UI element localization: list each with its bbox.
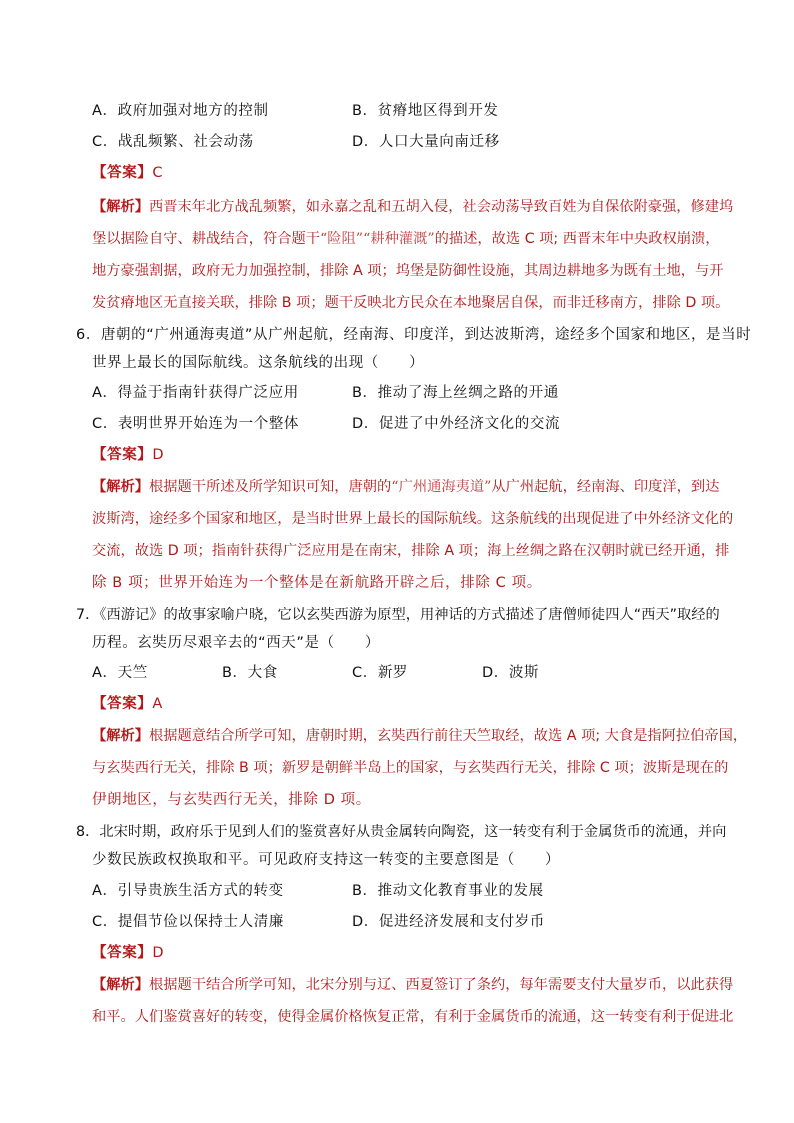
analysis-tag: 【解析】 (92, 728, 150, 744)
q7-option-c[interactable]: C．新罗 (352, 665, 409, 681)
q6-option-c[interactable]: C．表明世界开始连为一个整体 (92, 416, 300, 432)
analysis-text: 的描述，故选 C 项; 西晋末年中央政权崩溃， (434, 231, 720, 247)
q5-analysis-line-2 (92, 229, 720, 249)
q6-answer (92, 445, 164, 465)
analysis-tag: 【解析】 (92, 977, 150, 993)
answer-tag: 【答案】 (92, 447, 153, 463)
answer-value: D (152, 447, 165, 463)
q6-option-d[interactable]: D．促进了中外经济文化的交流 (352, 416, 561, 432)
q8-option-a[interactable]: A．引导贵族生活方式的转变 (92, 883, 284, 899)
q8-analysis-line-2: 和平。人们鉴赏喜好的转变，使得金属价格恢复正常，有利于金属货币的流通，这一转变有利于促进北 (92, 1009, 734, 1025)
q7-option-d[interactable]: D．波斯 (482, 665, 540, 681)
analysis-tag: 【解析】 (92, 199, 150, 215)
quoted-term: “险阻” (320, 231, 364, 247)
q8-analysis-line-1 (92, 975, 733, 995)
q8-stem-line-2: 少数民族政权换取和平。可见政府支持这一转变的主要意图是（ ） (92, 852, 561, 868)
q6-analysis-line-2: 波斯湾，途经多个国家和地区，是当时世界上最长的国际航线。这条航线的出现促进了中外经济文化的 (92, 511, 734, 527)
q6-stem-line-2: 世界上最长的国际航线。这条航线的出现（ ） (92, 355, 425, 371)
answer-tag: 【答案】 (92, 945, 153, 961)
analysis-text: 西晋末年北方战乱频繁，如永嘉之乱和五胡入侵，社会动荡导致百姓为自保依附豪强，修建坞 (149, 199, 734, 215)
analysis-text: 从广州起航，经南海、印度洋，到达 (491, 479, 720, 495)
q5-answer (92, 163, 163, 183)
quoted-term: “耕种灌溉” (363, 231, 435, 247)
q7-stem-line-2: 历程。玄奘历尽艰辛去的“西天”是（ ） (92, 635, 381, 651)
answer-value: A (152, 696, 163, 712)
q7-option-b[interactable]: B．大食 (222, 665, 278, 681)
q5-option-c[interactable]: C．战乱频繁、社会动荡 (92, 134, 254, 150)
q6-stem-line-1: 6．唐朝的“广州通海夷道”从广州起航，经南海、印度洋，到达波斯湾，途经多个国家和地区，是当时 (76, 327, 752, 343)
q7-stem-line-1: 7．《西游记》的故事家喻户晓，它以玄奘西游为原型，用神话的方式描述了唐僧师徒四人“西天”取经的 (76, 607, 720, 623)
analysis-text: 根据题干所述及所学知识可知，唐朝的 (149, 479, 392, 495)
analysis-text: 根据题干结合所学可知，北宋分别与辽、西夏签订了条约，每年需要支付大量岁币，以此获得 (149, 977, 734, 993)
q7-analysis-line-1 (92, 726, 747, 746)
answer-value: C (152, 165, 164, 181)
q6-analysis-line-1 (92, 477, 719, 497)
answer-tag: 【答案】 (92, 165, 153, 181)
analysis-text: 根据题意结合所学可知，唐朝时期，玄奘西行前往天竺取经，故选 A 项; 大食是指阿拉伯帝国， (149, 728, 748, 744)
q6-option-a[interactable]: A．得益于指南针获得广泛应用 (92, 385, 299, 401)
q6-analysis-line-3: 交流，故选 D 项；指南针获得广泛应用是在南宋，排除 A 项；海上丝绸之路在汉朝时就已经开通，排 (92, 543, 730, 559)
q6-analysis-line-4: 除 B 项；世界开始连为一个整体是在新航路开辟之后，排除 C 项。 (92, 575, 542, 591)
q5-analysis-line-4: 发贫瘠地区无直接关联，排除 B 项；题干反映北方民众在本地聚居自保，而非迁移南方，排除 D 项。 (92, 295, 730, 311)
q5-analysis-line-1 (92, 197, 733, 217)
analysis-text: 堡以据险自守、耕战结合，符合题干 (92, 231, 321, 247)
q5-option-d[interactable]: D．人口大量向南迁移 (352, 134, 500, 150)
q7-analysis-line-3: 伊朗地区，与玄奘西行无关，排除 D 项。 (92, 792, 371, 808)
q8-option-d[interactable]: D．促进经济发展和支付岁币 (352, 914, 545, 930)
q8-stem-line-1: 8．北宋时期，政府乐于见到人们的鉴赏喜好从贵金属转向陶瓷，这一转变有利于金属货币的流通，并向 (76, 824, 727, 840)
answer-tag: 【答案】 (92, 696, 153, 712)
answer-value: D (152, 945, 165, 961)
q6-option-b[interactable]: B．推动了海上丝绸之路的开通 (352, 385, 559, 401)
q7-answer (92, 694, 163, 714)
q8-answer (92, 943, 164, 963)
analysis-tag: 【解析】 (92, 479, 150, 495)
quoted-term: “广州通海夷道” (391, 479, 492, 495)
q7-option-a[interactable]: A．天竺 (92, 665, 148, 681)
q8-option-b[interactable]: B．推动文化教育事业的发展 (352, 883, 544, 899)
q8-option-c[interactable]: C．提倡节俭以保持士人清廉 (92, 914, 284, 930)
q5-option-b[interactable]: B．贫瘠地区得到开发 (352, 103, 499, 119)
q5-option-a[interactable]: A．政府加强对地方的控制 (92, 103, 269, 119)
q7-analysis-line-2: 与玄奘西行无关，排除 B 项；新罗是朝鲜半岛上的国家，与玄奘西行无关，排除 C 项；波斯是现在的 (92, 760, 729, 776)
q5-analysis-line-3: 地方豪强割据，政府无力加强控制，排除 A 项；坞堡是防御性设施，其周边耕地多为既有土地，与开 (92, 263, 724, 279)
